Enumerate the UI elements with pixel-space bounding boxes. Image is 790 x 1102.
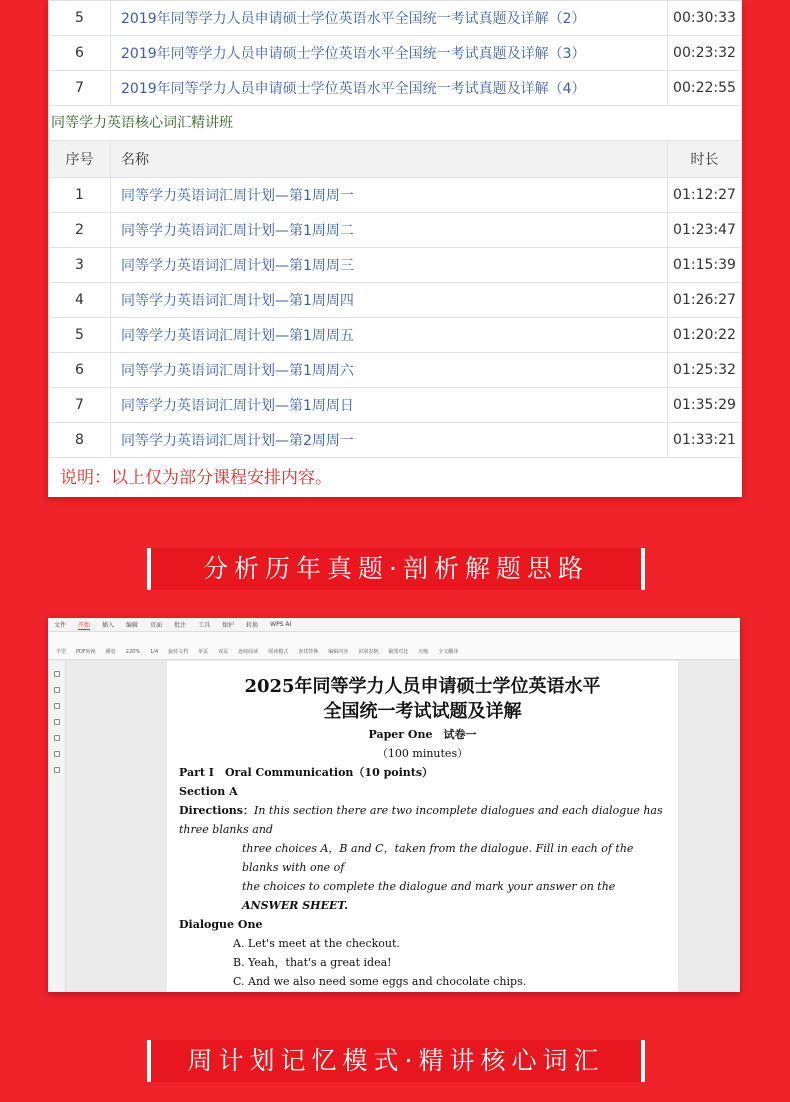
cell-name[interactable]: 2019年同等学力人员申请硕士学位英语水平全国统一考试真题及详解（2） — [111, 1, 668, 36]
menu-item[interactable]: 页面 — [150, 622, 163, 629]
table-row[interactable] — [49, 318, 742, 353]
banner-analysis: 分析历年真题·剖析解题思路 — [147, 548, 645, 590]
directions-label: Directions： — [179, 804, 254, 817]
table-row[interactable] — [49, 423, 742, 458]
cell-num: 1 — [49, 178, 111, 213]
cell-name[interactable]: 同等学力英语词汇周计划—第1周周一 — [111, 178, 668, 213]
cell-dur: 01:25:32 — [668, 353, 742, 388]
header-name: 名称 — [111, 141, 668, 178]
cell-num: 6 — [49, 36, 111, 71]
cell-num: 8 — [49, 423, 111, 458]
cell-num: 2 — [49, 213, 111, 248]
note-text: 说明：以上仅为部分课程安排内容。 — [60, 468, 332, 488]
cell-num: 5 — [49, 318, 111, 353]
menu-item[interactable]: 工具 — [198, 622, 211, 629]
outline-icon[interactable] — [54, 703, 60, 709]
table-row[interactable] — [49, 178, 742, 213]
toolbar-button[interactable]: 压缩 — [418, 649, 429, 655]
table-row[interactable] — [49, 353, 742, 388]
cell-num: 7 — [49, 388, 111, 423]
cell-dur: 01:20:22 — [668, 318, 742, 353]
toolbar-button[interactable]: 220% — [125, 649, 141, 655]
table-row[interactable] — [49, 283, 742, 318]
toolbar-button[interactable]: 旋转文档 — [168, 649, 189, 655]
option-b: B. Yeah，that's a great idea! — [233, 956, 392, 969]
directions-line-1 — [179, 801, 666, 839]
toolbar-button[interactable]: 单页 — [198, 649, 209, 655]
directions-text-1: In this section there are two incomplete dialogues and each dialogue has three blanks and — [179, 804, 663, 836]
menu-bar — [48, 618, 740, 632]
directions-line-3 — [179, 877, 666, 915]
top-course-table — [48, 0, 742, 106]
cell-dur: 00:22:55 — [668, 71, 742, 106]
toolbar-button[interactable]: PDF转换 — [76, 649, 96, 655]
header-duration: 时长 — [668, 141, 742, 178]
cell-dur: 01:15:39 — [668, 248, 742, 283]
toolbar-ribbon — [48, 632, 740, 660]
toolbar-button[interactable]: 编辑内容 — [328, 649, 349, 655]
menu-item[interactable]: 开始 — [78, 621, 91, 629]
cell-name[interactable]: 同等学力英语词汇周计划—第1周周六 — [111, 353, 668, 388]
dialogue-line-1 — [179, 991, 666, 992]
cell-num: 3 — [49, 248, 111, 283]
comment-icon[interactable] — [54, 719, 60, 725]
cell-dur: 00:30:33 — [668, 1, 742, 36]
paper-label: Paper One 试卷一 — [368, 728, 477, 741]
cell-num: 4 — [49, 283, 111, 318]
attachment-icon[interactable] — [54, 735, 60, 741]
toolbar-button[interactable]: 识别表格 — [358, 649, 379, 655]
toolbar-button[interactable]: 阅读模式 — [268, 649, 289, 655]
layers-icon[interactable] — [54, 767, 60, 773]
section-title: 同等学力英语核心词汇精讲班 — [48, 106, 742, 140]
course-list-card — [48, 0, 742, 497]
banner-vocab: 周计划记忆模式·精讲核心词汇 — [147, 1040, 645, 1082]
cell-dur: 00:23:32 — [668, 36, 742, 71]
directions-text-3: the choices to complete the dialogue and mark your answer on the — [242, 880, 616, 893]
toolbar-button[interactable]: 1/4 — [150, 649, 159, 655]
cell-dur: 01:23:47 — [668, 213, 742, 248]
option-c: C. And we also need some eggs and chocolate chips. — [233, 975, 527, 988]
cell-name[interactable]: 同等学力英语词汇周计划—第1周周二 — [111, 213, 668, 248]
signature-icon[interactable] — [54, 751, 60, 757]
toolbar-button[interactable]: 播放 — [105, 649, 116, 655]
table-row[interactable] — [49, 1, 742, 36]
cell-name[interactable]: 2019年同等学力人员申请硕士学位英语水平全国统一考试真题及详解（4） — [111, 71, 668, 106]
doc-title-2: 全国统一考试试题及详解 — [323, 701, 522, 722]
left-sidebar — [48, 661, 66, 992]
table-row[interactable] — [49, 248, 742, 283]
menu-item[interactable]: 编辑 — [126, 622, 139, 629]
toolbar-button[interactable]: 查找替换 — [298, 649, 319, 655]
menu-item[interactable]: 保护 — [222, 622, 235, 629]
answer-sheet-label: ANSWER SHEET. — [242, 899, 348, 912]
header-num: 序号 — [49, 141, 111, 178]
part-heading: Part Ⅰ Oral Communication（10 points） — [179, 766, 434, 779]
toolbar-button[interactable]: 截图对比 — [388, 649, 409, 655]
cell-dur: 01:26:27 — [668, 283, 742, 318]
directions-line-2: three choices A，B and C，taken from the dialogue. Fill in each of the blanks with one of — [242, 842, 634, 874]
toolbar-button[interactable]: 连续阅读 — [238, 649, 259, 655]
vocab-course-table — [48, 140, 742, 458]
document-page — [167, 661, 678, 992]
menu-item[interactable]: WPS AI — [270, 621, 292, 628]
cell-name[interactable]: 同等学力英语词汇周计划—第1周周四 — [111, 283, 668, 318]
doc-title-1: 2025年同等学力人员申请硕士学位英语水平 — [244, 676, 601, 697]
table-row[interactable] — [49, 71, 742, 106]
thumbnail-icon[interactable] — [54, 671, 60, 677]
menu-item[interactable]: 文件 — [54, 622, 67, 629]
dialogue-heading: Dialogue One — [179, 918, 263, 931]
bookmark-icon[interactable] — [54, 687, 60, 693]
table-row[interactable] — [49, 36, 742, 71]
cell-name[interactable]: 同等学力英语词汇周计划—第2周周一 — [111, 423, 668, 458]
table-row[interactable] — [49, 213, 742, 248]
cell-name[interactable]: 同等学力英语词汇周计划—第1周周日 — [111, 388, 668, 423]
minutes-label: （100 minutes） — [376, 747, 469, 760]
cell-dur: 01:33:21 — [668, 423, 742, 458]
cell-num: 7 — [49, 71, 111, 106]
toolbar-button[interactable]: 双页 — [218, 649, 229, 655]
cell-name[interactable]: 同等学力英语词汇周计划—第1周周五 — [111, 318, 668, 353]
table-header-row — [49, 141, 742, 178]
cell-dur: 01:12:27 — [668, 178, 742, 213]
menu-item[interactable]: 批注 — [174, 622, 187, 629]
cell-dur: 01:35:29 — [668, 388, 742, 423]
menu-item[interactable]: 插入 — [102, 622, 115, 629]
option-a: A. Let's meet at the checkout. — [233, 937, 400, 950]
cell-name[interactable]: 2019年同等学力人员申请硕士学位英语水平全国统一考试真题及详解（3） — [111, 36, 668, 71]
section-heading: Section A — [179, 785, 238, 798]
cell-name[interactable]: 同等学力英语词汇周计划—第1周周三 — [111, 248, 668, 283]
cell-num: 6 — [49, 353, 111, 388]
table-row[interactable] — [49, 388, 742, 423]
pdf-reader-window — [48, 618, 740, 992]
menu-item[interactable]: 转换 — [246, 622, 259, 629]
cell-num: 5 — [49, 1, 111, 36]
toolbar-button[interactable]: 手型 — [56, 649, 67, 655]
toolbar-button[interactable]: 全文翻译 — [438, 649, 459, 655]
